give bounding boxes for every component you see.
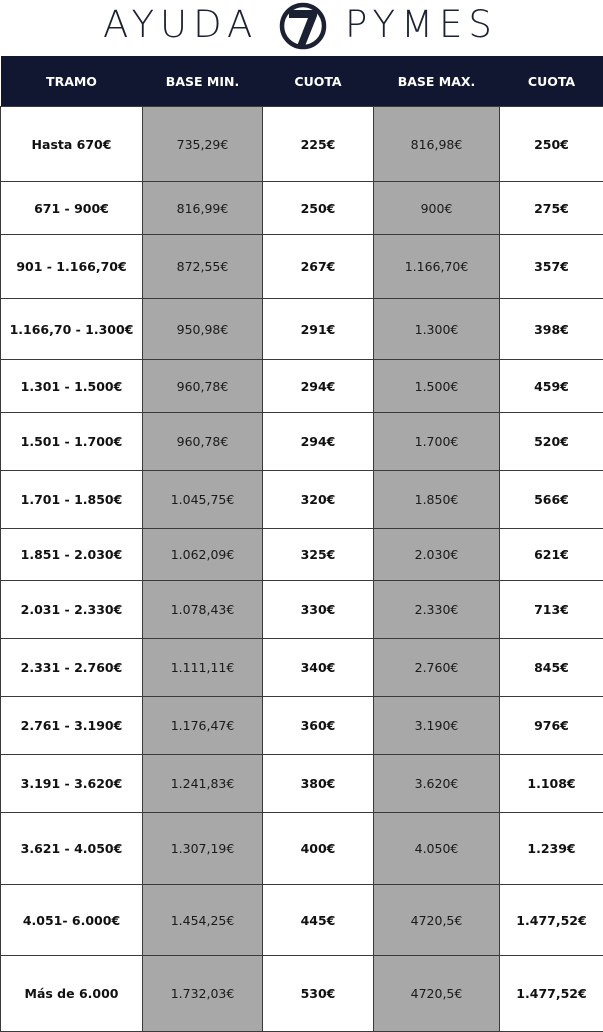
header-tramo: TRAMO [1, 56, 143, 107]
cell-base-min: 950,98€ [143, 299, 263, 360]
table-row [1, 885, 603, 956]
header-base-max: BASE MAX. [374, 56, 500, 107]
cell-base-max: 1.850€ [374, 471, 500, 529]
cell-tramo: 4.051- 6.000€ [1, 885, 143, 956]
cell-base-max: 900€ [374, 182, 500, 235]
cell-cuota-max: 1.108€ [500, 755, 603, 813]
cell-cuota-max: 976€ [500, 697, 603, 755]
cell-base-min: 960,78€ [143, 360, 263, 413]
cell-cuota-max: 621€ [500, 529, 603, 581]
cell-tramo: 1.851 - 2.030€ [1, 529, 143, 581]
cell-cuota-min: 340€ [263, 639, 374, 697]
cell-base-max: 3.190€ [374, 697, 500, 755]
cell-base-max: 4.050€ [374, 813, 500, 885]
cell-base-max: 1.500€ [374, 360, 500, 413]
cell-base-max: 2.330€ [374, 581, 500, 639]
cell-tramo: 3.621 - 4.050€ [1, 813, 143, 885]
cell-cuota-min: 325€ [263, 529, 374, 581]
cell-tramo: Hasta 670€ [1, 107, 143, 182]
cell-base-min: 1.078,43€ [143, 581, 263, 639]
cell-base-max: 4720,5€ [374, 956, 500, 1032]
table-row [1, 182, 603, 235]
cell-cuota-max: 459€ [500, 360, 603, 413]
cell-tramo: 901 - 1.166,70€ [1, 235, 143, 299]
cell-cuota-min: 530€ [263, 956, 374, 1032]
cell-cuota-min: 267€ [263, 235, 374, 299]
cell-cuota-max: 1.239€ [500, 813, 603, 885]
cell-base-min: 872,55€ [143, 235, 263, 299]
logo-text-left: AYUDA [103, 2, 258, 48]
header-cuota-max: CUOTA [500, 56, 603, 107]
cell-tramo: 671 - 900€ [1, 182, 143, 235]
cell-cuota-max: 357€ [500, 235, 603, 299]
cell-base-min: 1.111,11€ [143, 639, 263, 697]
cell-tramo: 2.761 - 3.190€ [1, 697, 143, 755]
cell-cuota-min: 294€ [263, 360, 374, 413]
cell-base-max: 2.760€ [374, 639, 500, 697]
cell-base-max: 1.700€ [374, 413, 500, 471]
cell-cuota-max: 1.477,52€ [500, 956, 603, 1032]
header-base-min: BASE MIN. [143, 56, 263, 107]
table-row [1, 413, 603, 471]
cell-tramo: 1.301 - 1.500€ [1, 360, 143, 413]
cell-cuota-max: 713€ [500, 581, 603, 639]
cell-cuota-min: 291€ [263, 299, 374, 360]
logo-mark-icon [277, 0, 329, 52]
cell-tramo: 3.191 - 3.620€ [1, 755, 143, 813]
cell-cuota-max: 845€ [500, 639, 603, 697]
table-row [1, 299, 603, 360]
cell-base-min: 1.732,03€ [143, 956, 263, 1032]
cell-cuota-min: 294€ [263, 413, 374, 471]
cell-cuota-min: 380€ [263, 755, 374, 813]
cell-cuota-min: 320€ [263, 471, 374, 529]
table-row [1, 639, 603, 697]
cell-base-min: 816,99€ [143, 182, 263, 235]
logo [0, 0, 603, 56]
table-row [1, 581, 603, 639]
table-row [1, 235, 603, 299]
cell-tramo: 1.701 - 1.850€ [1, 471, 143, 529]
cell-tramo: 1.166,70 - 1.300€ [1, 299, 143, 360]
header-cuota-min: CUOTA [263, 56, 374, 107]
table-row [1, 956, 603, 1032]
cell-tramo: Más de 6.000 [1, 956, 143, 1032]
table-row [1, 697, 603, 755]
table-row [1, 813, 603, 885]
cell-cuota-max: 275€ [500, 182, 603, 235]
cell-cuota-min: 360€ [263, 697, 374, 755]
cell-cuota-min: 250€ [263, 182, 374, 235]
cell-tramo: 2.031 - 2.330€ [1, 581, 143, 639]
cell-base-max: 3.620€ [374, 755, 500, 813]
cell-base-min: 1.176,47€ [143, 697, 263, 755]
cell-cuota-max: 398€ [500, 299, 603, 360]
table-row [1, 529, 603, 581]
cell-base-max: 1.300€ [374, 299, 500, 360]
cell-cuota-max: 1.477,52€ [500, 885, 603, 956]
cell-base-min: 960,78€ [143, 413, 263, 471]
cell-tramo: 2.331 - 2.760€ [1, 639, 143, 697]
cell-base-min: 1.062,09€ [143, 529, 263, 581]
cell-cuota-max: 566€ [500, 471, 603, 529]
contribution-table [0, 56, 603, 1032]
cell-cuota-min: 330€ [263, 581, 374, 639]
cell-cuota-min: 445€ [263, 885, 374, 956]
table-row [1, 471, 603, 529]
cell-base-min: 1.307,19€ [143, 813, 263, 885]
cell-base-max: 816,98€ [374, 107, 500, 182]
cell-base-min: 1.045,75€ [143, 471, 263, 529]
table-row [1, 360, 603, 413]
cell-tramo: 1.501 - 1.700€ [1, 413, 143, 471]
cell-base-max: 2.030€ [374, 529, 500, 581]
cell-base-min: 1.454,25€ [143, 885, 263, 956]
cell-cuota-max: 250€ [500, 107, 603, 182]
cell-cuota-min: 400€ [263, 813, 374, 885]
table-row [1, 107, 603, 182]
cell-base-min: 1.241,83€ [143, 755, 263, 813]
cell-cuota-max: 520€ [500, 413, 603, 471]
table-row [1, 755, 603, 813]
cell-cuota-min: 225€ [263, 107, 374, 182]
cell-base-min: 735,29€ [143, 107, 263, 182]
cell-base-max: 4720,5€ [374, 885, 500, 956]
table-header-row [1, 56, 603, 107]
logo-text-right: PYMES [345, 2, 498, 48]
cell-base-max: 1.166,70€ [374, 235, 500, 299]
